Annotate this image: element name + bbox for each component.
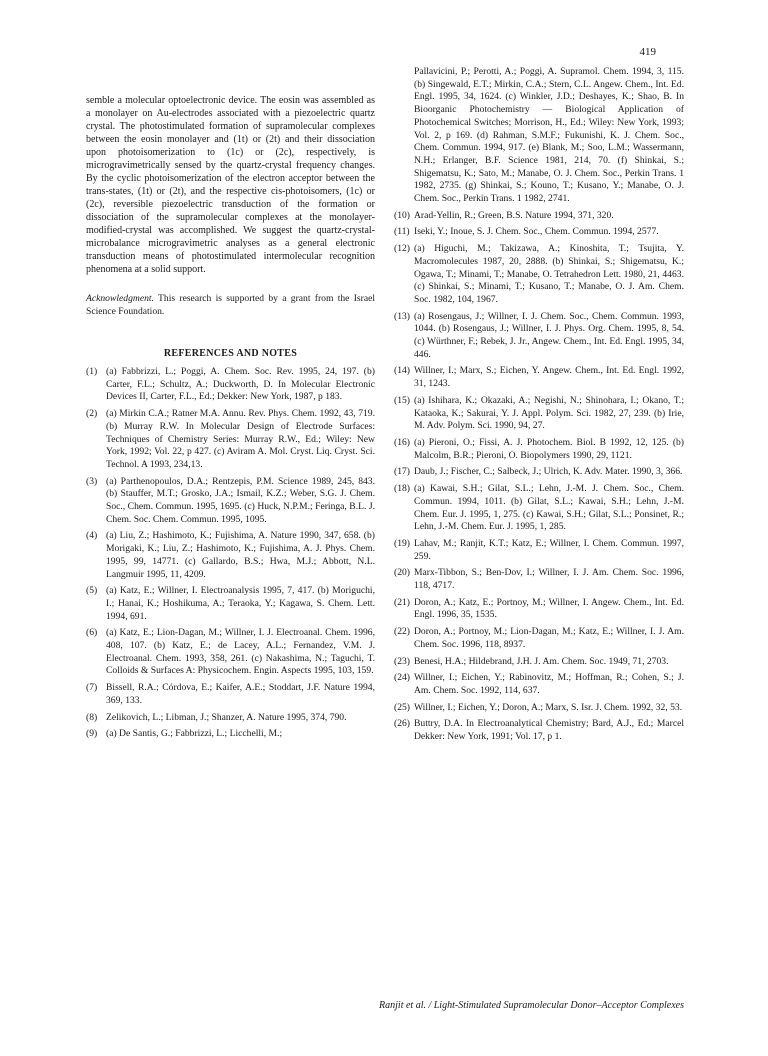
reference-number: (17) xyxy=(394,466,410,478)
reference-number: (6) xyxy=(86,627,98,639)
reference-text: Zelikovich, L.; Libman, J.; Shanzer, A. Nature 1995, 374, 790. xyxy=(106,711,347,723)
reference-item xyxy=(394,672,684,697)
acknowledgment xyxy=(86,293,375,318)
reference-text: (a) Katz, E.; Lion-Dagan, M.; Willner, I. J. Electroanal. Chem. 1996, 408, 107. (b) Katz, E.; de Lacey, A.L.; Fernandez, V.M. J. Electroanal. Chem. 1993, 358, 261. (c) Nakashima, N.; Taguchi, T. Colloids & Surfaces A: Physicochem. Engin. Aspects 1995, 103, 159. xyxy=(106,627,375,677)
reference-text: (a) Higuchi, M.; Takizawa, A.; Kinoshita, T.; Tsujita, Y. Macromolecules 1987, 20, 2888. (b) Shinkai, S.; Shigematsu, K.; Ogawa, T.; Minami, T.; Manabe, O. Tetrahedron Lett. 1980, 21, 4463. (c) Shinkai, S.; Minami, T.; Kusano, T.; Manabe, O. J. Am. Chem. Soc. 1982, 104, 1967. xyxy=(414,243,684,305)
acknowledgment-text: This research is supported by a grant from the Israel Science Foundation. xyxy=(86,293,375,317)
reference-text: (a) Fabbrizzi, L.; Poggi, A. Chem. Soc. Rev. 1995, 24, 197. (b) Carter, F.L.; Schultz, A.; Duckworth, D. In Molecular Electronic Devices II, Carter, F.L., Ed.; Dekker: New York, 1987, p 183. xyxy=(106,366,375,403)
reference-item xyxy=(86,712,375,725)
reference-item xyxy=(86,682,375,707)
reference-text: Willner, I.; Eichen, Y.; Doron, A.; Marx, S. Isr. J. Chem. 1992, 32, 53. xyxy=(414,701,683,713)
reference-item xyxy=(86,530,375,581)
reference-text: Bissell, R.A.; Córdova, E.; Kaifer, A.E.; Stoddart, J.F. Nature 1994, 369, 133. xyxy=(106,682,375,706)
reference-text: Willner, I.; Marx, S.; Eichen, Y. Angew. Chem., Int. Ed. Engl. 1992, 31, 1243. xyxy=(414,365,684,390)
reference-number: (7) xyxy=(86,682,98,694)
reference-item xyxy=(394,243,684,307)
reference-item xyxy=(394,210,684,223)
reference-item xyxy=(86,476,375,527)
reference-number: (5) xyxy=(86,585,98,597)
reference-item xyxy=(394,702,684,715)
running-footer: Ranjit et al. / Light-Stimulated Supramolecular Donor–Acceptor Complexes xyxy=(379,1000,684,1011)
reference-item xyxy=(86,728,375,741)
reference-number: (18) xyxy=(394,483,410,495)
reference-text: Daub, J.; Fischer, C.; Salbeck, J.; Ulrich, K. Adv. Mater. 1990, 3, 366. xyxy=(414,466,683,478)
reference-item xyxy=(394,466,684,479)
reference-text: (a) Rosengaus, J.; Willner, I. J. Chem. Soc., Chem. Commun. 1993, 1044. (b) Rosengaus, J.; Willner, I. J. Phys. Org. Chem. 1995, 8, 54. (c) Würthner, F.; Rebek, J. Jr., Angew. Chem., Int. Ed. Engl. 1995, 34, 446. xyxy=(414,310,684,360)
reference-text: (a) Parthenopoulos, D.A.; Rentzepis, P.M. Science 1989, 245, 843. (b) Stauffer, M.T.; Grosko, J.A.; Ismail, K.Z.; Weber, S.G. J. Chem. Soc., Chem. Commun. 1995, 1695. (c) Huck, N.P.M.; Feringa, B.L. J. Chem. Soc. Chem. Commun. 1995, 1095. xyxy=(106,475,375,525)
reference-text: (a) Kawai, S.H.; Gilat, S.L.; Lehn, J.-M. J. Chem. Soc., Chem. Commun. 1994, 1011. (b) Gilat, S.L.; Kawai, S.H.; Lehn, J.-M. Chem. Eur. J. 1995, 1, 275. (c) Kawai, S.H.; Gilat, S.L.; Ponsinet, R.; Lehn, J.-M. Chem. Eur. J. 1995, 1, 285. xyxy=(414,483,684,533)
reference-item xyxy=(394,365,684,390)
reference-number: (19) xyxy=(394,537,410,549)
reference-text: Doron, A.; Katz, E.; Portnoy, M.; Willner, I. Angew. Chem., Int. Ed. Engl. 1996, 35, 1535. xyxy=(414,596,684,621)
reference-text: (a) Mirkin C.A.; Ratner M.A. Annu. Rev. Phys. Chem. 1992, 43, 719. (b) Murray R.W. In Molecular Design of Electrode Surfaces: Techniques of Chemistry Series: Murray R.W., Ed.; Wiley: New York, 1992; Vol. 22, p 427. (c) Aviram A. Mol. Cryst. Liq. Cryst. Sci. Technol. A 1993, 234,13. xyxy=(106,408,375,470)
reference-item xyxy=(394,395,684,433)
reference-number: (9) xyxy=(86,728,98,740)
reference-item xyxy=(394,311,684,362)
page-number: 419 xyxy=(639,46,656,58)
reference-number: (11) xyxy=(394,226,410,238)
reference-number: (25) xyxy=(394,701,410,713)
reference-text: Willner, I.; Eichen, Y.; Rabinovitz, M.; Hoffman, R.; Cohen, S.; J. Am. Chem. Soc. 1992, 114, 637. xyxy=(414,672,684,696)
references-heading: REFERENCES AND NOTES xyxy=(163,348,298,359)
reference-item xyxy=(394,567,684,592)
reference-item xyxy=(394,538,684,563)
reference-text: Lahav, M.; Ranjit, K.T.; Katz, E.; Willner, I. Chem. Commun. 1997, 259. xyxy=(414,537,684,562)
reference-text: Arad-Yellin, R.; Green, B.S. Nature 1994, 371, 320. xyxy=(414,209,614,221)
reference-item xyxy=(86,408,375,472)
reference-text: (a) Pieroni, O.; Fissi, A. J. Photochem. Biol. B 1992, 12, 125. (b) Malcolm, B.R.; Pieroni, O. Biopolymers 1990, 29, 1121. xyxy=(414,436,684,461)
reference-text: (a) Liu, Z.; Hashimoto, K.; Fujishima, A. Nature 1990, 347, 658. (b) Morigaki, K.; Liu, Z.; Hashimoto, K.; Fujishima, A. J. Phys. Chem. 1995, 99, 14771. (c) Gallardo, B.S.; Hwa, M.J.; Abbott, N.L. Langmuir 1995, 11, 4209. xyxy=(106,530,375,580)
reference-number: (23) xyxy=(394,655,410,667)
reference-item xyxy=(394,718,684,743)
reference-number: (13) xyxy=(394,310,410,322)
reference-number: (24) xyxy=(394,672,410,684)
reference-number: (8) xyxy=(86,711,98,723)
reference-number: (26) xyxy=(394,718,410,730)
reference-number: (21) xyxy=(394,596,410,608)
reference-number: (1) xyxy=(86,366,98,377)
reference-number: (16) xyxy=(394,436,410,448)
left-column xyxy=(86,66,375,745)
reference-text: (a) De Santis, G.; Fabbrizzi, L.; Licchelli, M.; xyxy=(106,728,283,740)
reference-item xyxy=(394,226,684,239)
reference-item xyxy=(394,626,684,651)
reference-text: (a) Katz, E.; Willner, I. Electroanalysis 1995, 7, 417. (b) Moriguchi, I.; Hanai, K.; Hoshikuma, A.; Teraoka, Y.; Kagawa, S. Chem. Lett. 1994, 691. xyxy=(106,585,375,622)
reference-item xyxy=(86,585,375,623)
reference-number: (14) xyxy=(394,365,410,377)
reference-9-continuation: Pallavicini, P.; Perotti, A.; Poggi, A. Supramol. Chem. 1994, 3, 115. (b) Singewald, E.T.; Mirkin, C.A.; Stern, C.L. Angew. Chem., Int. Ed. Engl. 1995, 34, 1624. (c) Winkler, J.D.; Deshayes, K.; Shao, B. In Bioorganic Photochemistry — Biological Application of Photochemical Switches; Morrison, H., Ed.; Wiley: New York, 1993; Vol. 2, p 169. (d) Rahman, S.M.F.; Fukunishi, K. J. Chem. Soc., Chem. Commun. 1994, 917. (e) Blank, M.; Soo, L.M.; Wassermann, N.H.; Erlanger, B.F. Science 1981, 214, 70. (f) Shinkai, S.; Shigematsu, K.; Sato, M.; Manabe, O. J. Chem. Soc., Perkin Trans. 1 1982, 2735. (g) Shinkai, S.; Kouno, T.; Kusano, Y.; Manabe, O. J. Chem. Soc., Perkin Trans. 1 1982, 2741. xyxy=(414,66,684,205)
reference-item xyxy=(394,597,684,622)
reference-number: (4) xyxy=(86,530,98,542)
reference-number: (3) xyxy=(86,475,98,487)
reference-item xyxy=(394,437,684,462)
reference-item xyxy=(86,627,375,678)
reference-text: Buttry, D.A. In Electroanalytical Chemistry; Bard, A.J., Ed.; Marcel Dekker: New York, 1991; Vol. 17, p 1. xyxy=(414,718,684,743)
acknowledgment-label: Acknowledgment. xyxy=(86,293,154,304)
reference-text: Marx-Tibbon, S.; Ben-Dov, I.; Willner, I. J. Am. Chem. Soc. 1996, 118, 4717. xyxy=(414,567,684,592)
reference-number: (15) xyxy=(394,394,410,406)
reference-text: Iseki, Y.; Inoue, S. J. Chem. Soc., Chem. Commun. 1994, 2577. xyxy=(414,226,659,238)
reference-number: (20) xyxy=(394,567,410,579)
reference-number: (2) xyxy=(86,408,98,420)
right-column xyxy=(394,66,684,748)
reference-item xyxy=(394,656,684,669)
reference-item xyxy=(394,483,684,534)
reference-number: (10) xyxy=(394,209,410,221)
reference-number: (12) xyxy=(394,243,410,255)
reference-item xyxy=(86,366,375,404)
reference-text: (a) Ishihara, K.; Okazaki, A.; Negishi, N.; Shinohara, I.; Okano, T.; Kataoka, K.; Sakurai, Y. J. Appl. Polym. Sci. 1982, 27, 239. (b) Irie, M. Adv. Polym. Sci. 1990, 94, 27. xyxy=(414,394,684,432)
reference-text: Doron, A.; Portnoy, M.; Lion-Dagan, M.; Katz, E.; Willner, I. J. Am. Chem. Soc. 1996, 118, 8937. xyxy=(414,626,684,650)
reference-number: (22) xyxy=(394,626,410,638)
reference-text: Benesi, H.A.; Hildebrand, J.H. J. Am. Chem. Soc. 1949, 71, 2703. xyxy=(414,655,669,667)
body-paragraph: semble a molecular optoelectronic device. The eosin was assembled as a monolayer on Au-electrodes associated with a piezoelectric quartz crystal. The photostimulated formation of supramolecular complexes between the eosin monolayer and (1t) or (2t) and their dissociation upon photoisomerization to (1c) or (2c), respectively, is microgravimetrically sensed by the quartz-crystal frequency changes. By the cyclic photoisomerization of the electron acceptor between the trans-states, (1t) or (2t), and the respective cis-photoisomers, (1c) or (2c), reversible piezoelectric transduction of the formation or dissociation of the supramolecular complexes at the monolayer-modified-crystal was accomplished. We suggest the quartz-crystal-microbalance microgravimetric analyses as a general electronic transduction means of photostimulated intermolecular recognition phenomena at a solid support. xyxy=(86,95,375,275)
